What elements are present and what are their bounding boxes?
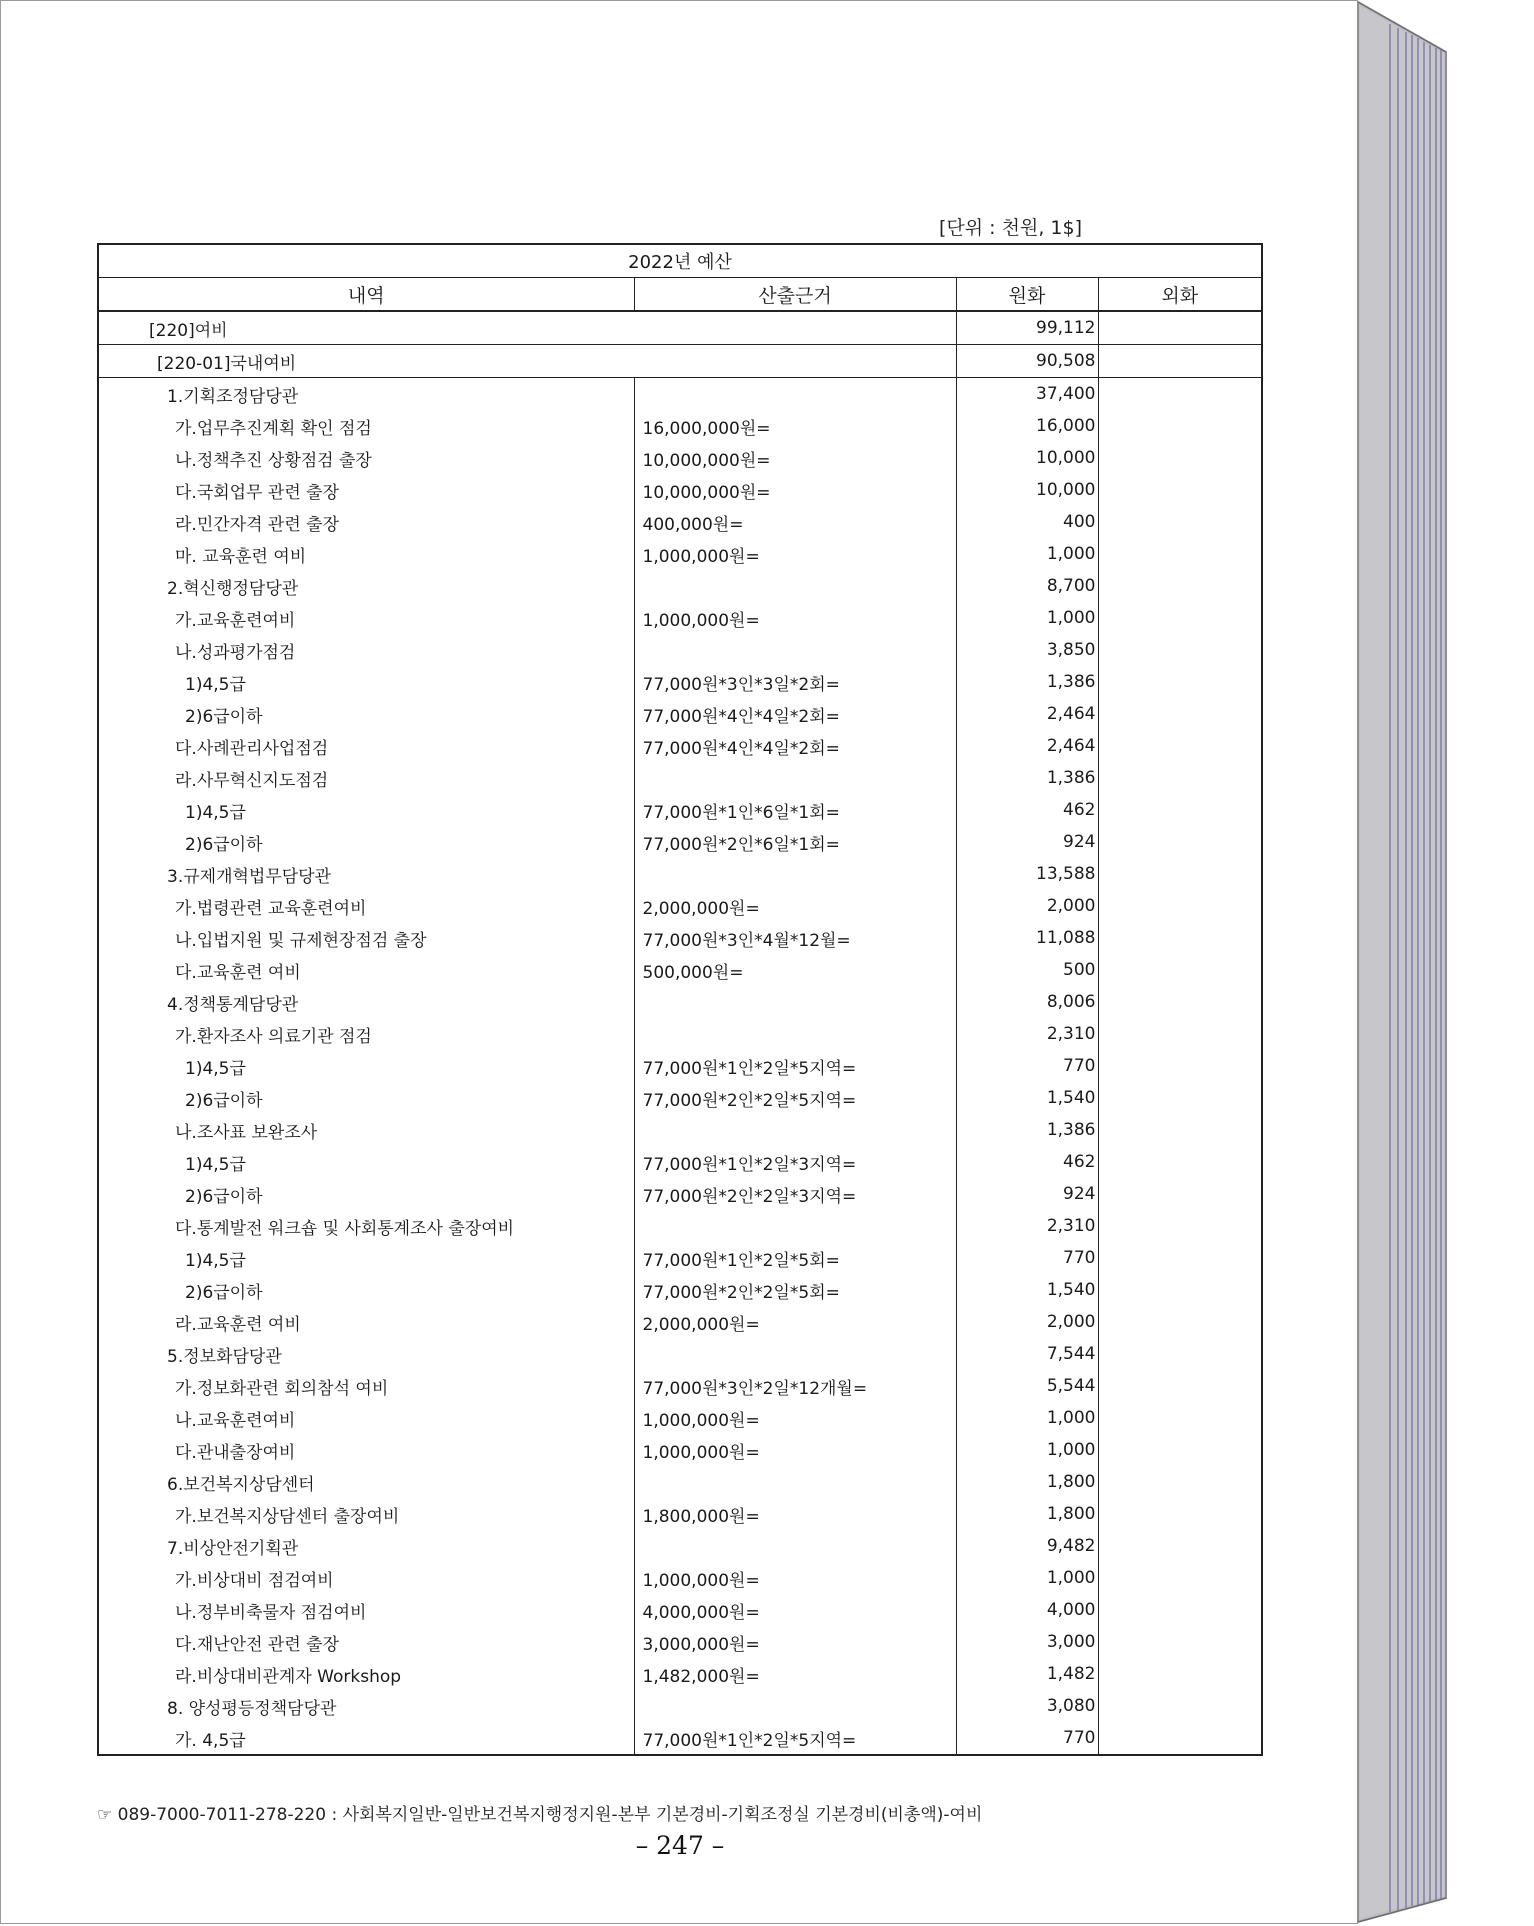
- row-basis: 3,000,000원=: [634, 1626, 956, 1658]
- table-row: [98, 634, 1262, 666]
- row-basis: [634, 1466, 956, 1498]
- row-basis: 77,000원*3인*2일*12개월=: [634, 1370, 956, 1402]
- row-basis: [634, 1690, 956, 1722]
- table-row: [98, 1594, 1262, 1626]
- table-row: [98, 1306, 1262, 1338]
- row-krw: 500: [956, 954, 1098, 986]
- row-desc: 7.비상안전기획관: [167, 1538, 299, 1559]
- row-fx: [1098, 1018, 1262, 1050]
- row-basis: 1,000,000원=: [634, 1434, 956, 1466]
- row-krw: 1,000: [956, 1402, 1098, 1434]
- row-fx: [1098, 1370, 1262, 1402]
- row-fx: [1098, 794, 1262, 826]
- row-basis: 4,000,000원=: [634, 1594, 956, 1626]
- row-krw: 400: [956, 506, 1098, 538]
- row-basis: 77,000원*1인*2일*5지역=: [634, 1722, 956, 1755]
- row-desc: 2)6급이하: [185, 706, 263, 727]
- row-fx: [1098, 442, 1262, 474]
- row-fx: [1098, 1594, 1262, 1626]
- table-row: [98, 345, 1262, 378]
- row-desc: 다.관내출장여비: [175, 1442, 296, 1463]
- row-krw: 1,800: [956, 1466, 1098, 1498]
- row-basis: 77,000원*1인*6일*1회=: [634, 794, 956, 826]
- budget-table: [97, 243, 1263, 1756]
- table-row: [98, 442, 1262, 474]
- table-row: [98, 1242, 1262, 1274]
- row-krw: 770: [956, 1722, 1098, 1755]
- row-basis: [634, 1530, 956, 1562]
- row-desc: 3.규제개혁법무담당관: [167, 866, 332, 887]
- row-fx: [1098, 1082, 1262, 1114]
- table-row: [98, 698, 1262, 730]
- table-row: [98, 506, 1262, 538]
- row-desc: 다.통계발전 워크숍 및 사회통계조사 출장여비: [175, 1218, 515, 1239]
- row-krw: 1,000: [956, 538, 1098, 570]
- row-basis: [634, 1210, 956, 1242]
- row-krw: 10,000: [956, 474, 1098, 506]
- row-basis: 77,000원*2인*2일*5지역=: [634, 1082, 956, 1114]
- row-krw: 2,464: [956, 698, 1098, 730]
- row-krw: 462: [956, 1146, 1098, 1178]
- row-krw: 8,700: [956, 570, 1098, 602]
- row-fx: [1098, 1210, 1262, 1242]
- row-basis: 2,000,000원=: [634, 1306, 956, 1338]
- table-row: [98, 1210, 1262, 1242]
- row-fx: [1098, 858, 1262, 890]
- header-fx: 외화: [1098, 278, 1262, 312]
- row-fx: [1098, 666, 1262, 698]
- table-header-row: [98, 278, 1262, 312]
- table-row: [98, 1722, 1262, 1755]
- row-fx: [1098, 345, 1262, 378]
- row-basis: 2,000,000원=: [634, 890, 956, 922]
- row-basis: [634, 1114, 956, 1146]
- row-fx: [1098, 890, 1262, 922]
- row-desc: 8. 양성평등정책담당관: [167, 1698, 337, 1719]
- table-row: [98, 410, 1262, 442]
- row-krw: 2,310: [956, 1018, 1098, 1050]
- row-krw: 1,386: [956, 1114, 1098, 1146]
- row-fx: [1098, 1274, 1262, 1306]
- table-row: [98, 1402, 1262, 1434]
- table-row: [98, 1498, 1262, 1530]
- row-fx: [1098, 762, 1262, 794]
- table-row: [98, 538, 1262, 570]
- row-desc: 1)4,5급: [185, 674, 246, 695]
- table-row: [98, 1370, 1262, 1402]
- row-desc: 2)6급이하: [185, 1282, 263, 1303]
- table-row: [98, 954, 1262, 986]
- row-desc: 나.입법지원 및 규제현장점검 출장: [175, 930, 427, 951]
- row-fx: [1098, 602, 1262, 634]
- row-desc: 가. 4,5급: [175, 1730, 246, 1751]
- row-desc: 나.성과평가점검: [175, 642, 296, 663]
- row-desc: 4.정책통계담당관: [167, 994, 299, 1015]
- table-row: [98, 1530, 1262, 1562]
- row-desc: 1)4,5급: [185, 1250, 246, 1271]
- row-krw: 3,850: [956, 634, 1098, 666]
- row-krw: 2,310: [956, 1210, 1098, 1242]
- row-desc: 2.혁신행정담당관: [167, 578, 299, 599]
- table-row: [98, 1626, 1262, 1658]
- row-krw: 924: [956, 1178, 1098, 1210]
- page-stack-edge: [1356, 0, 1532, 1926]
- row-desc: 다.교육훈련 여비: [175, 962, 301, 983]
- row-fx: [1098, 1658, 1262, 1690]
- row-desc: 1)4,5급: [185, 1058, 246, 1079]
- row-krw: 462: [956, 794, 1098, 826]
- row-fx: [1098, 1530, 1262, 1562]
- row-fx: [1098, 730, 1262, 762]
- table-row: [98, 1690, 1262, 1722]
- row-krw: 10,000: [956, 442, 1098, 474]
- table-row: [98, 794, 1262, 826]
- table-title-row: [98, 244, 1262, 278]
- row-basis: [634, 986, 956, 1018]
- row-krw: 1,540: [956, 1274, 1098, 1306]
- row-fx: [1098, 538, 1262, 570]
- row-basis: 1,000,000원=: [634, 1562, 956, 1594]
- row-desc: 라.교육훈련 여비: [175, 1314, 301, 1335]
- row-basis: 77,000원*1인*2일*5회=: [634, 1242, 956, 1274]
- table-row: [98, 858, 1262, 890]
- row-desc: 6.보건복지상담센터: [167, 1474, 315, 1495]
- row-desc: 라.사무혁신지도점검: [175, 770, 329, 791]
- row-basis: 77,000원*4인*4일*2회=: [634, 698, 956, 730]
- row-fx: [1098, 378, 1262, 411]
- row-basis: [634, 1018, 956, 1050]
- row-desc: 가.법령관련 교육훈련여비: [175, 898, 367, 919]
- table-row: [98, 1178, 1262, 1210]
- row-basis: [634, 345, 956, 378]
- table-row: [98, 1338, 1262, 1370]
- row-basis: 500,000원=: [634, 954, 956, 986]
- row-basis: 77,000원*1인*2일*5지역=: [634, 1050, 956, 1082]
- row-krw: 770: [956, 1242, 1098, 1274]
- table-row: [98, 666, 1262, 698]
- row-desc: [220]여비: [98, 311, 634, 345]
- row-fx: [1098, 1498, 1262, 1530]
- row-basis: 400,000원=: [634, 506, 956, 538]
- table-row: [98, 890, 1262, 922]
- page-number: – 247 –: [635, 1831, 725, 1860]
- table-row: [98, 474, 1262, 506]
- row-krw: 16,000: [956, 410, 1098, 442]
- table-row: [98, 378, 1262, 411]
- row-fx: [1098, 570, 1262, 602]
- row-fx: [1098, 1562, 1262, 1594]
- header-krw: 원화: [956, 278, 1098, 312]
- row-krw: 5,544: [956, 1370, 1098, 1402]
- row-desc: 2)6급이하: [185, 1090, 263, 1111]
- row-basis: [634, 378, 956, 411]
- footer-note: ☞ 089-7000-7011-278-220 : 사회복지일반-일반보건복지행정지원-본부 기본경비-기획조정실 기본경비(비총액)-여비: [97, 1805, 983, 1825]
- table-row: [98, 1466, 1262, 1498]
- row-desc: 가.업무추진계획 확인 점검: [175, 418, 372, 439]
- row-desc: 라.비상대비관계자 Workshop: [175, 1666, 402, 1687]
- row-krw: 13,588: [956, 858, 1098, 890]
- row-krw: 4,000: [956, 1594, 1098, 1626]
- row-desc: 다.사례관리사업점검: [175, 738, 329, 759]
- row-fx: [1098, 986, 1262, 1018]
- row-fx: [1098, 506, 1262, 538]
- row-basis: 77,000원*3인*4월*12월=: [634, 922, 956, 954]
- row-krw: 1,800: [956, 1498, 1098, 1530]
- table-title: 2022년 예산: [98, 244, 1262, 278]
- row-fx: [1098, 311, 1262, 345]
- row-desc: 가.환자조사 의료기관 점검: [175, 1026, 372, 1047]
- row-basis: 77,000원*2인*2일*5회=: [634, 1274, 956, 1306]
- row-basis: 1,000,000원=: [634, 538, 956, 570]
- row-fx: [1098, 1146, 1262, 1178]
- row-desc: 마. 교육훈련 여비: [175, 546, 307, 567]
- row-fx: [1098, 826, 1262, 858]
- row-fx: [1098, 1306, 1262, 1338]
- row-fx: [1098, 1722, 1262, 1755]
- row-krw: 99,112: [956, 311, 1098, 345]
- row-krw: 37,400: [956, 378, 1098, 411]
- row-fx: [1098, 1242, 1262, 1274]
- row-desc: 2)6급이하: [185, 834, 263, 855]
- unit-note: [단위 : 천원, 1$]: [939, 217, 1082, 239]
- row-basis: 77,000원*3인*3일*2회=: [634, 666, 956, 698]
- row-basis: 77,000원*4인*4일*2회=: [634, 730, 956, 762]
- table-row: [98, 730, 1262, 762]
- row-desc: 5.정보화담당관: [167, 1346, 282, 1367]
- table-row: [98, 602, 1262, 634]
- row-krw: 3,080: [956, 1690, 1098, 1722]
- row-fx: [1098, 410, 1262, 442]
- row-basis: 1,000,000원=: [634, 1402, 956, 1434]
- row-desc: 나.정부비축물자 점검여비: [175, 1602, 367, 1623]
- row-krw: 1,000: [956, 602, 1098, 634]
- row-desc: 나.조사표 보완조사: [175, 1122, 318, 1143]
- header-desc: 내역: [98, 278, 634, 312]
- row-fx: [1098, 1050, 1262, 1082]
- row-krw: 2,000: [956, 890, 1098, 922]
- row-krw: 1,540: [956, 1082, 1098, 1114]
- table-row: [98, 1114, 1262, 1146]
- table-row: [98, 922, 1262, 954]
- row-fx: [1098, 1178, 1262, 1210]
- row-fx: [1098, 1338, 1262, 1370]
- row-krw: 1,000: [956, 1562, 1098, 1594]
- row-desc: [220-01]국내여비: [98, 345, 634, 378]
- table-row: [98, 826, 1262, 858]
- row-basis: [634, 634, 956, 666]
- row-fx: [1098, 922, 1262, 954]
- row-basis: 77,000원*1인*2일*3지역=: [634, 1146, 956, 1178]
- row-krw: 1,000: [956, 1434, 1098, 1466]
- table-row: [98, 1274, 1262, 1306]
- row-krw: 1,386: [956, 666, 1098, 698]
- row-krw: 11,088: [956, 922, 1098, 954]
- row-fx: [1098, 1690, 1262, 1722]
- row-krw: 3,000: [956, 1626, 1098, 1658]
- row-fx: [1098, 1626, 1262, 1658]
- table-row: [98, 762, 1262, 794]
- row-basis: [634, 858, 956, 890]
- row-krw: 1,482: [956, 1658, 1098, 1690]
- row-fx: [1098, 634, 1262, 666]
- row-krw: 770: [956, 1050, 1098, 1082]
- row-desc: 나.정책추진 상황점검 출장: [175, 450, 372, 471]
- row-krw: 9,482: [956, 1530, 1098, 1562]
- row-krw: 90,508: [956, 345, 1098, 378]
- row-krw: 2,464: [956, 730, 1098, 762]
- row-basis: 16,000,000원=: [634, 410, 956, 442]
- row-fx: [1098, 474, 1262, 506]
- table-row: [98, 1018, 1262, 1050]
- row-desc: 나.교육훈련여비: [175, 1410, 296, 1431]
- row-desc: 다.국회업무 관련 출장: [175, 482, 340, 503]
- row-desc: 가.보건복지상담센터 출장여비: [175, 1506, 400, 1527]
- row-desc: 1)4,5급: [185, 1154, 246, 1175]
- row-basis: 10,000,000원=: [634, 474, 956, 506]
- row-basis: [634, 311, 956, 345]
- table-row: [98, 1434, 1262, 1466]
- header-basis: 산출근거: [634, 278, 956, 312]
- row-fx: [1098, 1114, 1262, 1146]
- row-krw: 1,386: [956, 762, 1098, 794]
- row-desc: 가.정보화관련 회의참석 여비: [175, 1378, 389, 1399]
- row-desc: 가.교육훈련여비: [175, 610, 296, 631]
- row-fx: [1098, 698, 1262, 730]
- row-basis: [634, 570, 956, 602]
- row-desc: 1)4,5급: [185, 802, 246, 823]
- row-krw: 2,000: [956, 1306, 1098, 1338]
- row-krw: 8,006: [956, 986, 1098, 1018]
- table-row: [98, 1562, 1262, 1594]
- row-basis: [634, 1338, 956, 1370]
- row-desc: 라.민간자격 관련 출장: [175, 514, 340, 535]
- row-basis: [634, 762, 956, 794]
- row-fx: [1098, 1466, 1262, 1498]
- row-basis: 1,482,000원=: [634, 1658, 956, 1690]
- table-row: [98, 986, 1262, 1018]
- table-row: [98, 1658, 1262, 1690]
- row-fx: [1098, 1434, 1262, 1466]
- row-basis: 77,000원*2인*2일*3지역=: [634, 1178, 956, 1210]
- row-krw: 7,544: [956, 1338, 1098, 1370]
- row-desc: 2)6급이하: [185, 1186, 263, 1207]
- row-basis: 10,000,000원=: [634, 442, 956, 474]
- row-basis: 1,000,000원=: [634, 602, 956, 634]
- row-basis: 77,000원*2인*6일*1회=: [634, 826, 956, 858]
- row-desc: 가.비상대비 점검여비: [175, 1570, 334, 1591]
- table-row: [98, 1146, 1262, 1178]
- table-row: [98, 311, 1262, 345]
- table-row: [98, 570, 1262, 602]
- row-fx: [1098, 954, 1262, 986]
- row-desc: 1.기획조정담당관: [167, 386, 299, 407]
- table-row: [98, 1082, 1262, 1114]
- row-desc: 다.재난안전 관련 출장: [175, 1634, 340, 1655]
- row-fx: [1098, 1402, 1262, 1434]
- row-krw: 924: [956, 826, 1098, 858]
- row-basis: 1,800,000원=: [634, 1498, 956, 1530]
- table-row: [98, 1050, 1262, 1082]
